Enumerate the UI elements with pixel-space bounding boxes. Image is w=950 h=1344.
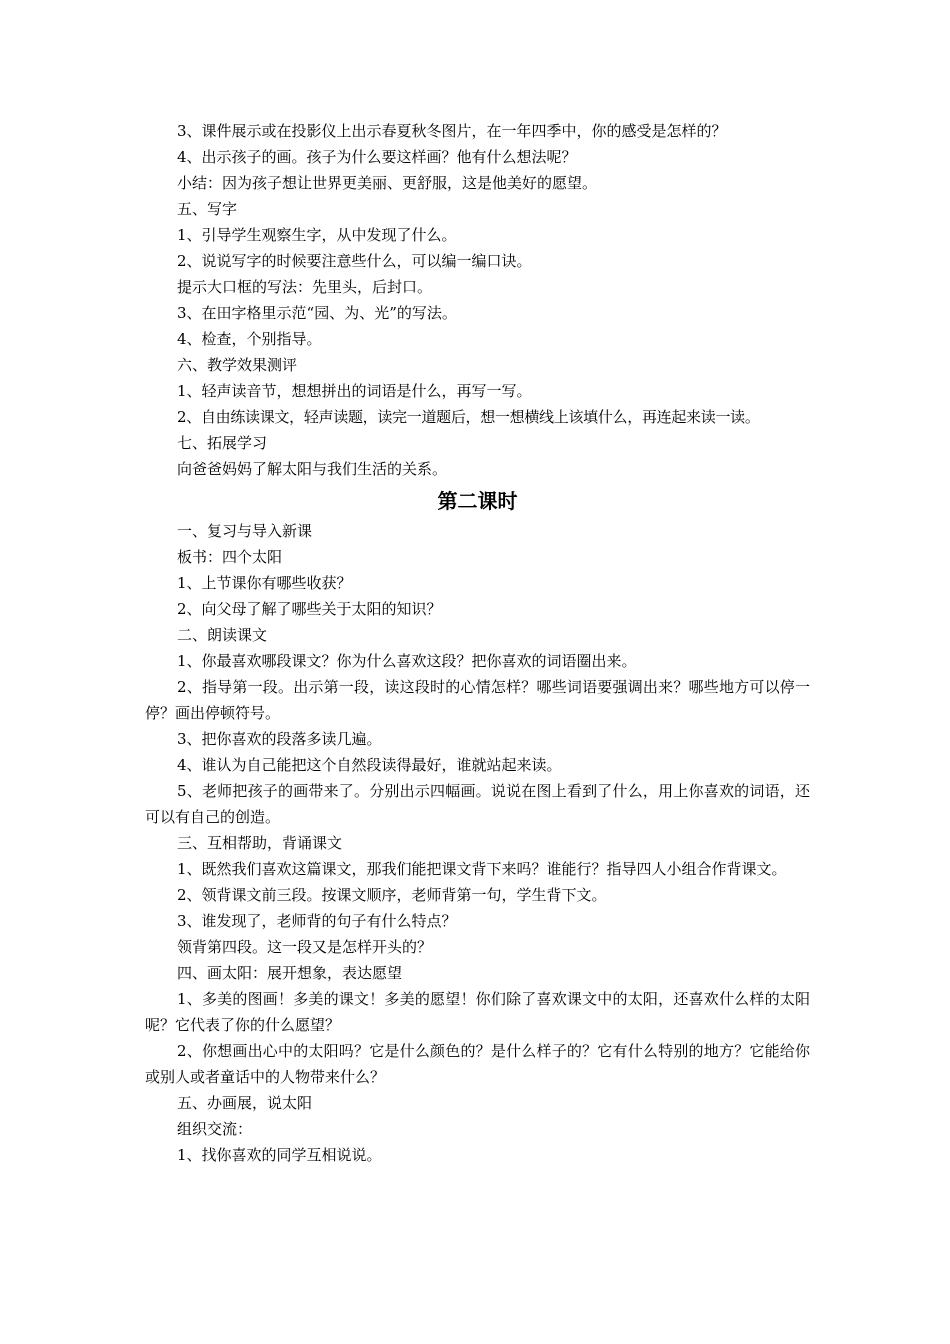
section-heading: 一、复习与导入新课 [177,522,313,540]
paragraph: 1、你最喜欢哪段课文？你为什么喜欢这段？把你喜欢的词语圈出来。 [177,652,637,670]
paragraph: 组织交流： [177,1120,253,1138]
paragraph: 2、向父母了解了哪些关于太阳的知识？ [177,600,442,618]
paragraph: 小结：因为孩子想让世界更美丽、更舒服，这是他美好的愿望。 [177,174,598,192]
paragraph: 4、谁认为自己能把这个自然段读得最好，谁就站起来读。 [177,756,562,774]
paragraph: 1、上节课你有哪些收获？ [177,574,352,592]
section-heading: 四、画太阳：展开想象，表达愿望 [177,964,403,982]
paragraph: 4、检查，个别指导。 [177,330,322,348]
section-heading: 三、互相帮助，背诵课文 [177,834,343,852]
section-heading: 五、写字 [177,200,238,218]
paragraph: 板书：四个太阳 [177,548,283,566]
paragraph: 向爸爸妈妈了解太阳与我们生活的关系。 [177,460,448,478]
paragraph: 3、谁发现了，老师背的句子有什么特点？ [177,912,457,930]
section-heading: 五、办画展，说太阳 [177,1094,313,1112]
paragraph: 5、老师把孩子的画带来了。分别出示四幅画。说说在图上看到了什么，用上你喜欢的词语，还可以有自己的创造。 [145,782,810,826]
paragraph: 1、轻声读音节，想想拼出的词语是什么，再写一写。 [177,382,532,400]
paragraph: 提示大口框的写法：先里头，后封口。 [177,278,433,296]
paragraph: 3、把你喜欢的段落多读几遍。 [177,730,382,748]
paragraph: 领背第四段。这一段又是怎样开头的？ [177,938,433,956]
lesson-title: 第二课时 [437,489,518,513]
section-heading: 二、朗读课文 [177,626,268,644]
section-heading: 七、拓展学习 [177,434,268,452]
paragraph: 2、领背课文前三段。按课文顺序，老师背第一句，学生背下文。 [177,886,607,904]
paragraph: 3、课件展示或在投影仪上出示春夏秋冬图片，在一年四季中，你的感受是怎样的？ [177,122,727,140]
paragraph: 2、你想画出心中的太阳吗？它是什么颜色的？是什么样子的？它有什么特别的地方？它能给你或别人或者童话中的人物带来什么？ [145,1042,810,1086]
paragraph: 1、多美的图画！多美的课文！多美的愿望！你们除了喜欢课文中的太阳，还喜欢什么样的太阳呢？它代表了你的什么愿望？ [145,990,810,1034]
paragraph: 2、自由练读课文，轻声读题，读完一道题后，想一想横线上该填什么，再连起来读一读。 [177,408,760,426]
paragraph: 1、既然我们喜欢这篇课文，那我们能把课文背下来吗？谁能行？指导四人小组合作背课文。 [177,860,787,878]
document-page [145,118,810,1168]
paragraph: 1、找你喜欢的同学互相说说。 [177,1146,382,1164]
paragraph: 1、引导学生观察生字，从中发现了什么。 [177,226,457,244]
paragraph: 2、指导第一段。出示第一段，读这段时的心情怎样？哪些词语要强调出来？哪些地方可以停一停？画出停顿符号。 [145,678,810,722]
paragraph: 2、说说写字的时候要注意些什么，可以编一编口诀。 [177,252,532,270]
paragraph: 4、出示孩子的画。孩子为什么要这样画？他有什么想法呢？ [177,148,577,166]
section-heading: 六、教学效果测评 [177,356,298,374]
paragraph: 3、在田字格里示范“园、为、光”的写法。 [177,304,457,322]
